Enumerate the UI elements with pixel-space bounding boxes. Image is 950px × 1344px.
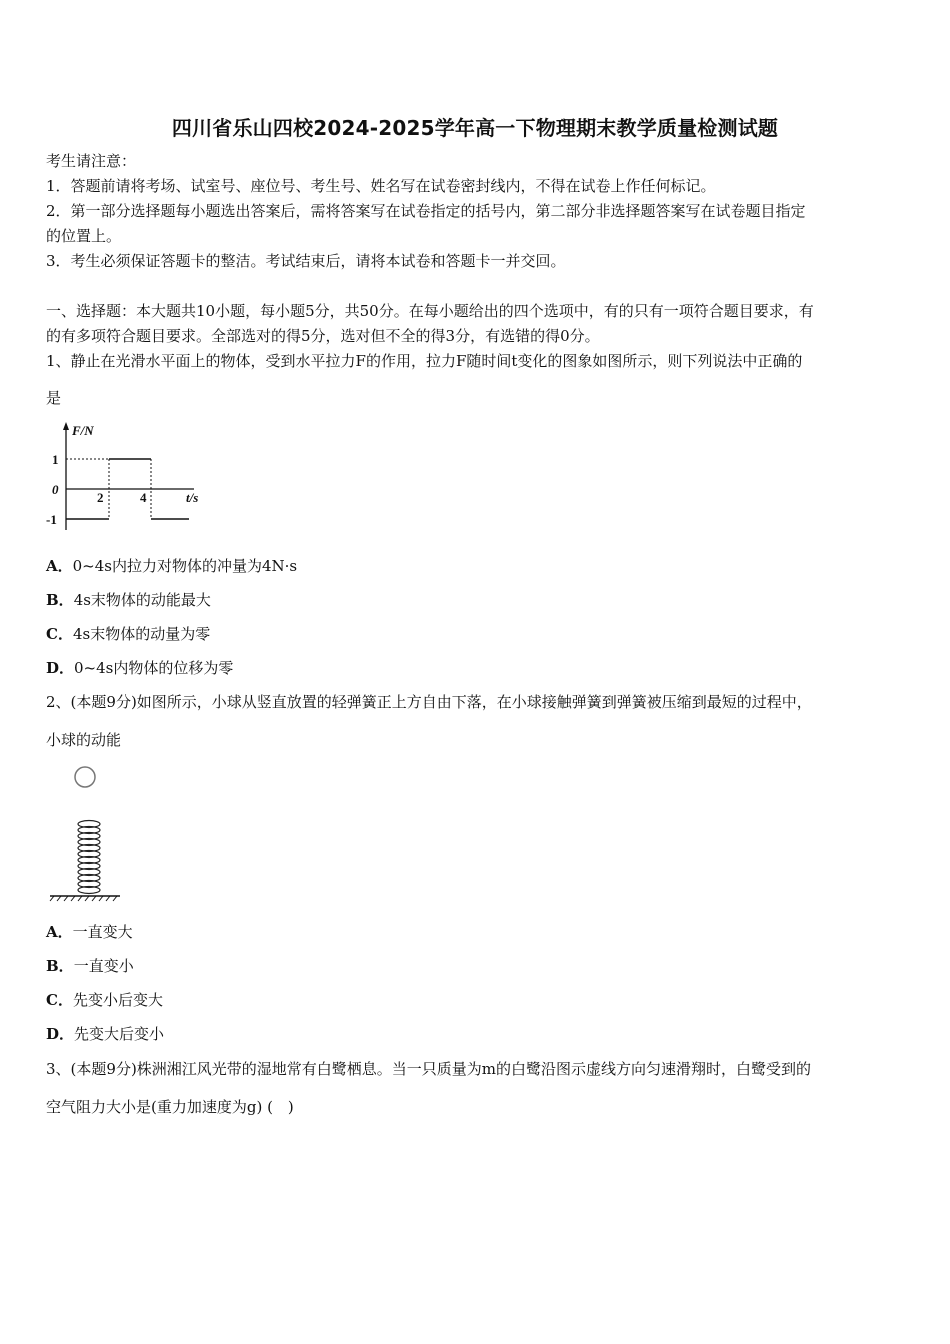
q2-stem-line2: 小球的动能	[46, 731, 122, 749]
q1-force-time-graph	[44, 418, 214, 536]
notice-heading: 考生请注意：	[46, 152, 137, 170]
q2-option-a[interactable]	[46, 922, 133, 942]
graph-y-arrow	[63, 422, 69, 430]
q2-option-c[interactable]	[46, 990, 163, 1010]
graph-x-tick-4: 4	[140, 490, 147, 505]
ball-icon	[75, 767, 95, 787]
notice-item-2-cont: 的位置上。	[46, 227, 122, 245]
option-letter: A．	[46, 923, 73, 941]
notice-item-2: 2．第一部分选择题每小题选出答案后，需将答案写在试卷指定的括号内，第二部分非选择题答案写在试卷题目指定	[46, 202, 806, 220]
q1-option-d[interactable]	[46, 658, 233, 678]
q2-ball-spring-figure	[44, 762, 134, 904]
q1-option-c[interactable]	[46, 624, 210, 644]
notice-item-3: 3．考生必须保证答题卡的整洁。考试结束后，请将本试卷和答题卡一并交回。	[46, 252, 566, 270]
section-instructions-line2: 的有多项符合题目要求。全部选对的得5分，选对但不全的得3分，有选错的得0分。	[46, 327, 600, 345]
q1-option-b[interactable]	[46, 590, 211, 610]
option-letter: D．	[46, 1025, 75, 1043]
notice-item-1: 1．答题前请将考场、试室号、座位号、考生号、姓名写在试卷密封线内，不得在试卷上作任何标记。	[46, 177, 716, 195]
option-text: 0~4s内物体的位移为零	[74, 659, 234, 677]
option-letter: C．	[46, 991, 73, 1009]
q1-stem-line1: 1、静止在光滑水平面上的物体，受到水平拉力F的作用，拉力F随时间t变化的图象如图所示，则下列说法中正确的	[46, 352, 803, 370]
graph-y-tick-1: 1	[52, 452, 59, 467]
graph-x-tick-2: 2	[97, 490, 104, 505]
graph-y-tick-neg1: -1	[46, 512, 57, 527]
option-text: 4s末物体的动量为零	[72, 625, 211, 643]
graph-y-label: F/N	[72, 423, 94, 438]
spring-icon	[78, 821, 100, 894]
section-instructions-line1: 一、选择题：本大题共10小题，每小题5分，共50分。在每小题给出的四个选项中，有的只有一项符合题目要求，有	[46, 302, 814, 320]
q1-stem-line2: 是	[46, 389, 62, 407]
page-title: 四川省乐山四校2024-2025学年高一下物理期末教学质量检测试题	[171, 116, 779, 140]
option-text: 一直变小	[73, 957, 134, 975]
option-text: 0~4s内拉力对物体的冲量为4N·s	[72, 557, 298, 575]
option-letter: B．	[46, 957, 74, 975]
graph-origin-label: 0	[52, 482, 59, 497]
q3-stem-line2: 空气阻力大小是(重力加速度为g) ( )	[46, 1098, 294, 1116]
q3-stem-line1: 3、(本题9分)株洲湘江风光带的湿地常有白鹭栖息。当一只质量为m的白鹭沿图示虚线方向匀速滑翔时，白鹭受到的	[46, 1060, 812, 1078]
option-letter: A．	[46, 557, 73, 575]
graph-x-label: t/s	[186, 490, 199, 505]
option-letter: C．	[46, 625, 73, 643]
option-text: 先变大后变小	[74, 1025, 165, 1043]
q2-stem-line1: 2、(本题9分)如图所示，小球从竖直放置的轻弹簧正上方自由下落，在小球接触弹簧到弹簧被压缩到最短的过程中，	[46, 693, 812, 711]
option-letter: B．	[46, 591, 74, 609]
option-text: 4s末物体的动能最大	[73, 591, 211, 609]
q1-option-a[interactable]	[46, 556, 297, 576]
q2-option-d[interactable]	[46, 1024, 164, 1044]
q2-option-b[interactable]	[46, 956, 134, 976]
option-text: 一直变大	[72, 923, 133, 941]
option-letter: D．	[46, 659, 75, 677]
option-text: 先变小后变大	[72, 991, 163, 1009]
